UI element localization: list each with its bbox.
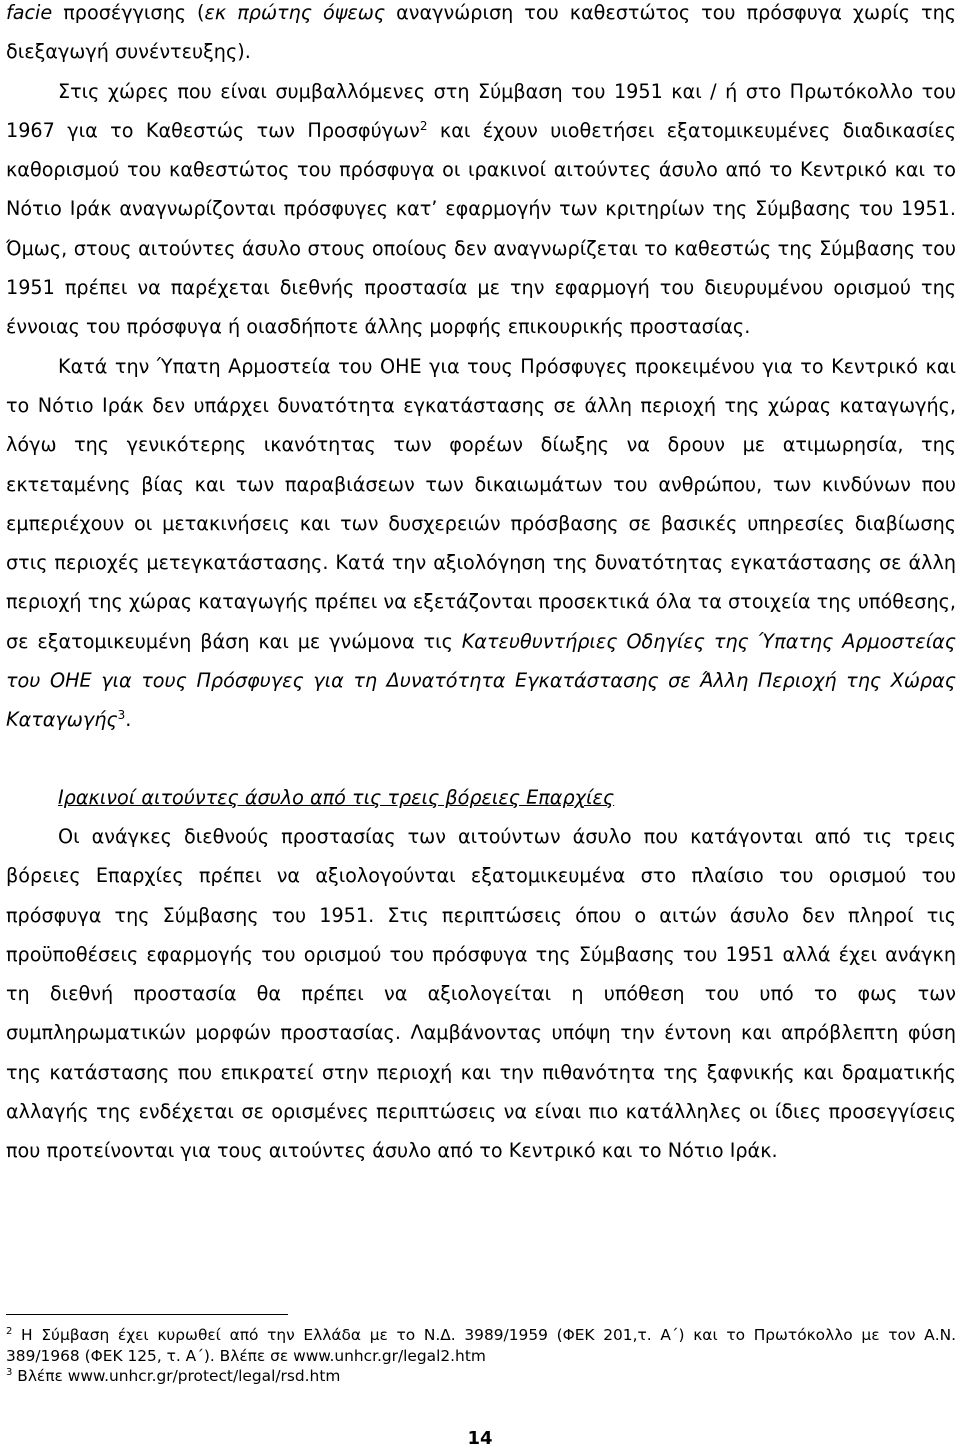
text-span: προσέγγισης ( xyxy=(52,1,205,24)
footnote-number: 3 xyxy=(6,1367,13,1378)
text-span: Κατά την Ύπατη Αρμοστεία του ΟΗΕ για τους Πρόσφυγες προκειμένου για το Κεντρικό και το Νότιο Ιράκ δεν υπάρχει δυνατότητα εγκατάστασης σε άλλη περιοχή της χώρας καταγωγής, λόγω της γενικότερης ικανότητας των φορέων δίωξης να δρουν με ατιμωρησία, της εκτεταμένης βίας και των παραβιάσεων των δικαιωμάτων του ανθρώπου, των κινδύνων που εμπεριέχουν οι μετακινήσεις και των δυσχερειών πρόσβασης σε βασικές υπηρεσίες διαβίωσης στις περιοχές μετεγκατάστασης. Κατά την αξιολόγηση της δυνατότητας εγκατάστασης σε άλλη περιοχή της χώρας καταγωγής πρέπει να εξετάζονται προσεκτικά όλα τα στοιχεία της υπόθεσης, σε εξατομικευμένη βάση και με γνώμονα τις xyxy=(6,354,956,653)
paragraph-3 xyxy=(6,347,956,740)
footnote-ref[interactable]: 3 xyxy=(117,708,126,723)
text-span: facie xyxy=(6,1,53,24)
footnote-text: Βλέπε www.unhcr.gr/protect/legal/rsd.htm xyxy=(12,1367,341,1385)
paragraph-2 xyxy=(6,72,956,347)
footnote-ref[interactable]: 2 xyxy=(419,118,428,133)
text-span: και έχουν υιοθετήσει εξατομικευμένες διαδικασίες καθορισμού του καθεστώτος του πρόσφυγα οι ιρακινοί αιτούντες άσυλο από το Κεντρικό και το Νότιο Ιράκ αναγνωρίζονται πρόσφυγες κατ’ εφαρμογήν των κριτηρίων της Σύμβασης του 1951. Όμως, στους αιτούντες άσυλο στους οποίους δεν αναγνωρίζεται το καθεστώς της Σύμβασης του 1951 πρέπει να παρέχεται διεθνής προστασία με την εφαρμογή του διευρυμένου ορισμού της έννοιας του πρόσφυγα ή οιασδήποτε άλλης μορφής επικουρικής προστασίας. xyxy=(6,118,956,339)
text-span: Στις χώρες που είναι συμβαλλόμενες στη Σύμβαση του 1951 και / ή στο Πρωτόκολλο του 1967 για το Καθεστώς των Προσφύγων xyxy=(6,79,956,142)
footnote-3 xyxy=(6,1366,956,1387)
footnote-text: Η Σύμβαση έχει κυρωθεί από την Ελλάδα με το Ν.Δ. 3989/1959 (ΦΕΚ 201,τ. Α΄) και το Πρωτόκολλο με τον Α.Ν. 389/1968 (ΦΕΚ 125, τ. Α΄). Βλέπε σε www.unhcr.gr/legal2.htm xyxy=(6,1326,956,1365)
text-span: αναγνώριση του καθεστώτος του πρόσφυγα χωρίς της διεξαγωγή συνέντευξης). xyxy=(6,1,957,64)
page-number: 14 xyxy=(467,1428,493,1449)
document-page xyxy=(6,0,956,1171)
footnote-number: 2 xyxy=(6,1326,13,1337)
footnote-divider xyxy=(6,1314,288,1315)
paragraph-4: Οι ανάγκες διεθνούς προστασίας των αιτούντων άσυλο που κατάγονται από τις τρεις βόρειες Επαρχίες πρέπει να αξιολογούνται εξατομικευμένα στο πλαίσιο του ορισμού του πρόσφυγα της Σύμβασης του 1951. Στις περιπτώσεις όπου ο αιτών άσυλο δεν πληροί τις προϋποθέσεις εφαρμογής του ορισμού του πρόσφυγα της Σύμβασης του 1951 αλλά έχει ανάγκη τη διεθνή προστασία θα πρέπει να αξιολογείται η υπόθεση του υπό το φως των συμπληρωματικών μορφών προστασίας. Λαμβάνοντας υπόψη την έντονη και απρόβλεπτη φύση της κατάστασης που επικρατεί στην περιοχή και την πιθανότητα της ξαφνικής και δραματικής αλλαγής της ενδέχεται σε ορισμένες περιπτώσεις να είναι πιο κατάλληλες οι ίδιες προσεγγίσεις που προτείνονται για τους αιτούντες άσυλο από το Κεντρικό και το Νότιο Ιράκ. xyxy=(6,824,956,1163)
paragraph-1 xyxy=(6,0,956,72)
section-gap xyxy=(6,740,956,778)
section-heading: Ιρακινοί αιτούντες άσυλο από τις τρεις βόρειες Επαρχίες xyxy=(58,785,615,809)
footnote-2 xyxy=(6,1325,956,1366)
text-span: Κατευθυντήριες Οδηγίες της Ύπατης Αρμοστείας του ΟΗΕ για τους Πρόσφυγες για τη Δυνατότητα Εγκατάστασης σε Άλλη Περιοχή της Χώρας Καταγωγής xyxy=(6,629,956,732)
footnotes xyxy=(6,1314,956,1387)
text-span: . xyxy=(125,708,132,732)
text-span: εκ πρώτης όψεως xyxy=(204,1,386,24)
